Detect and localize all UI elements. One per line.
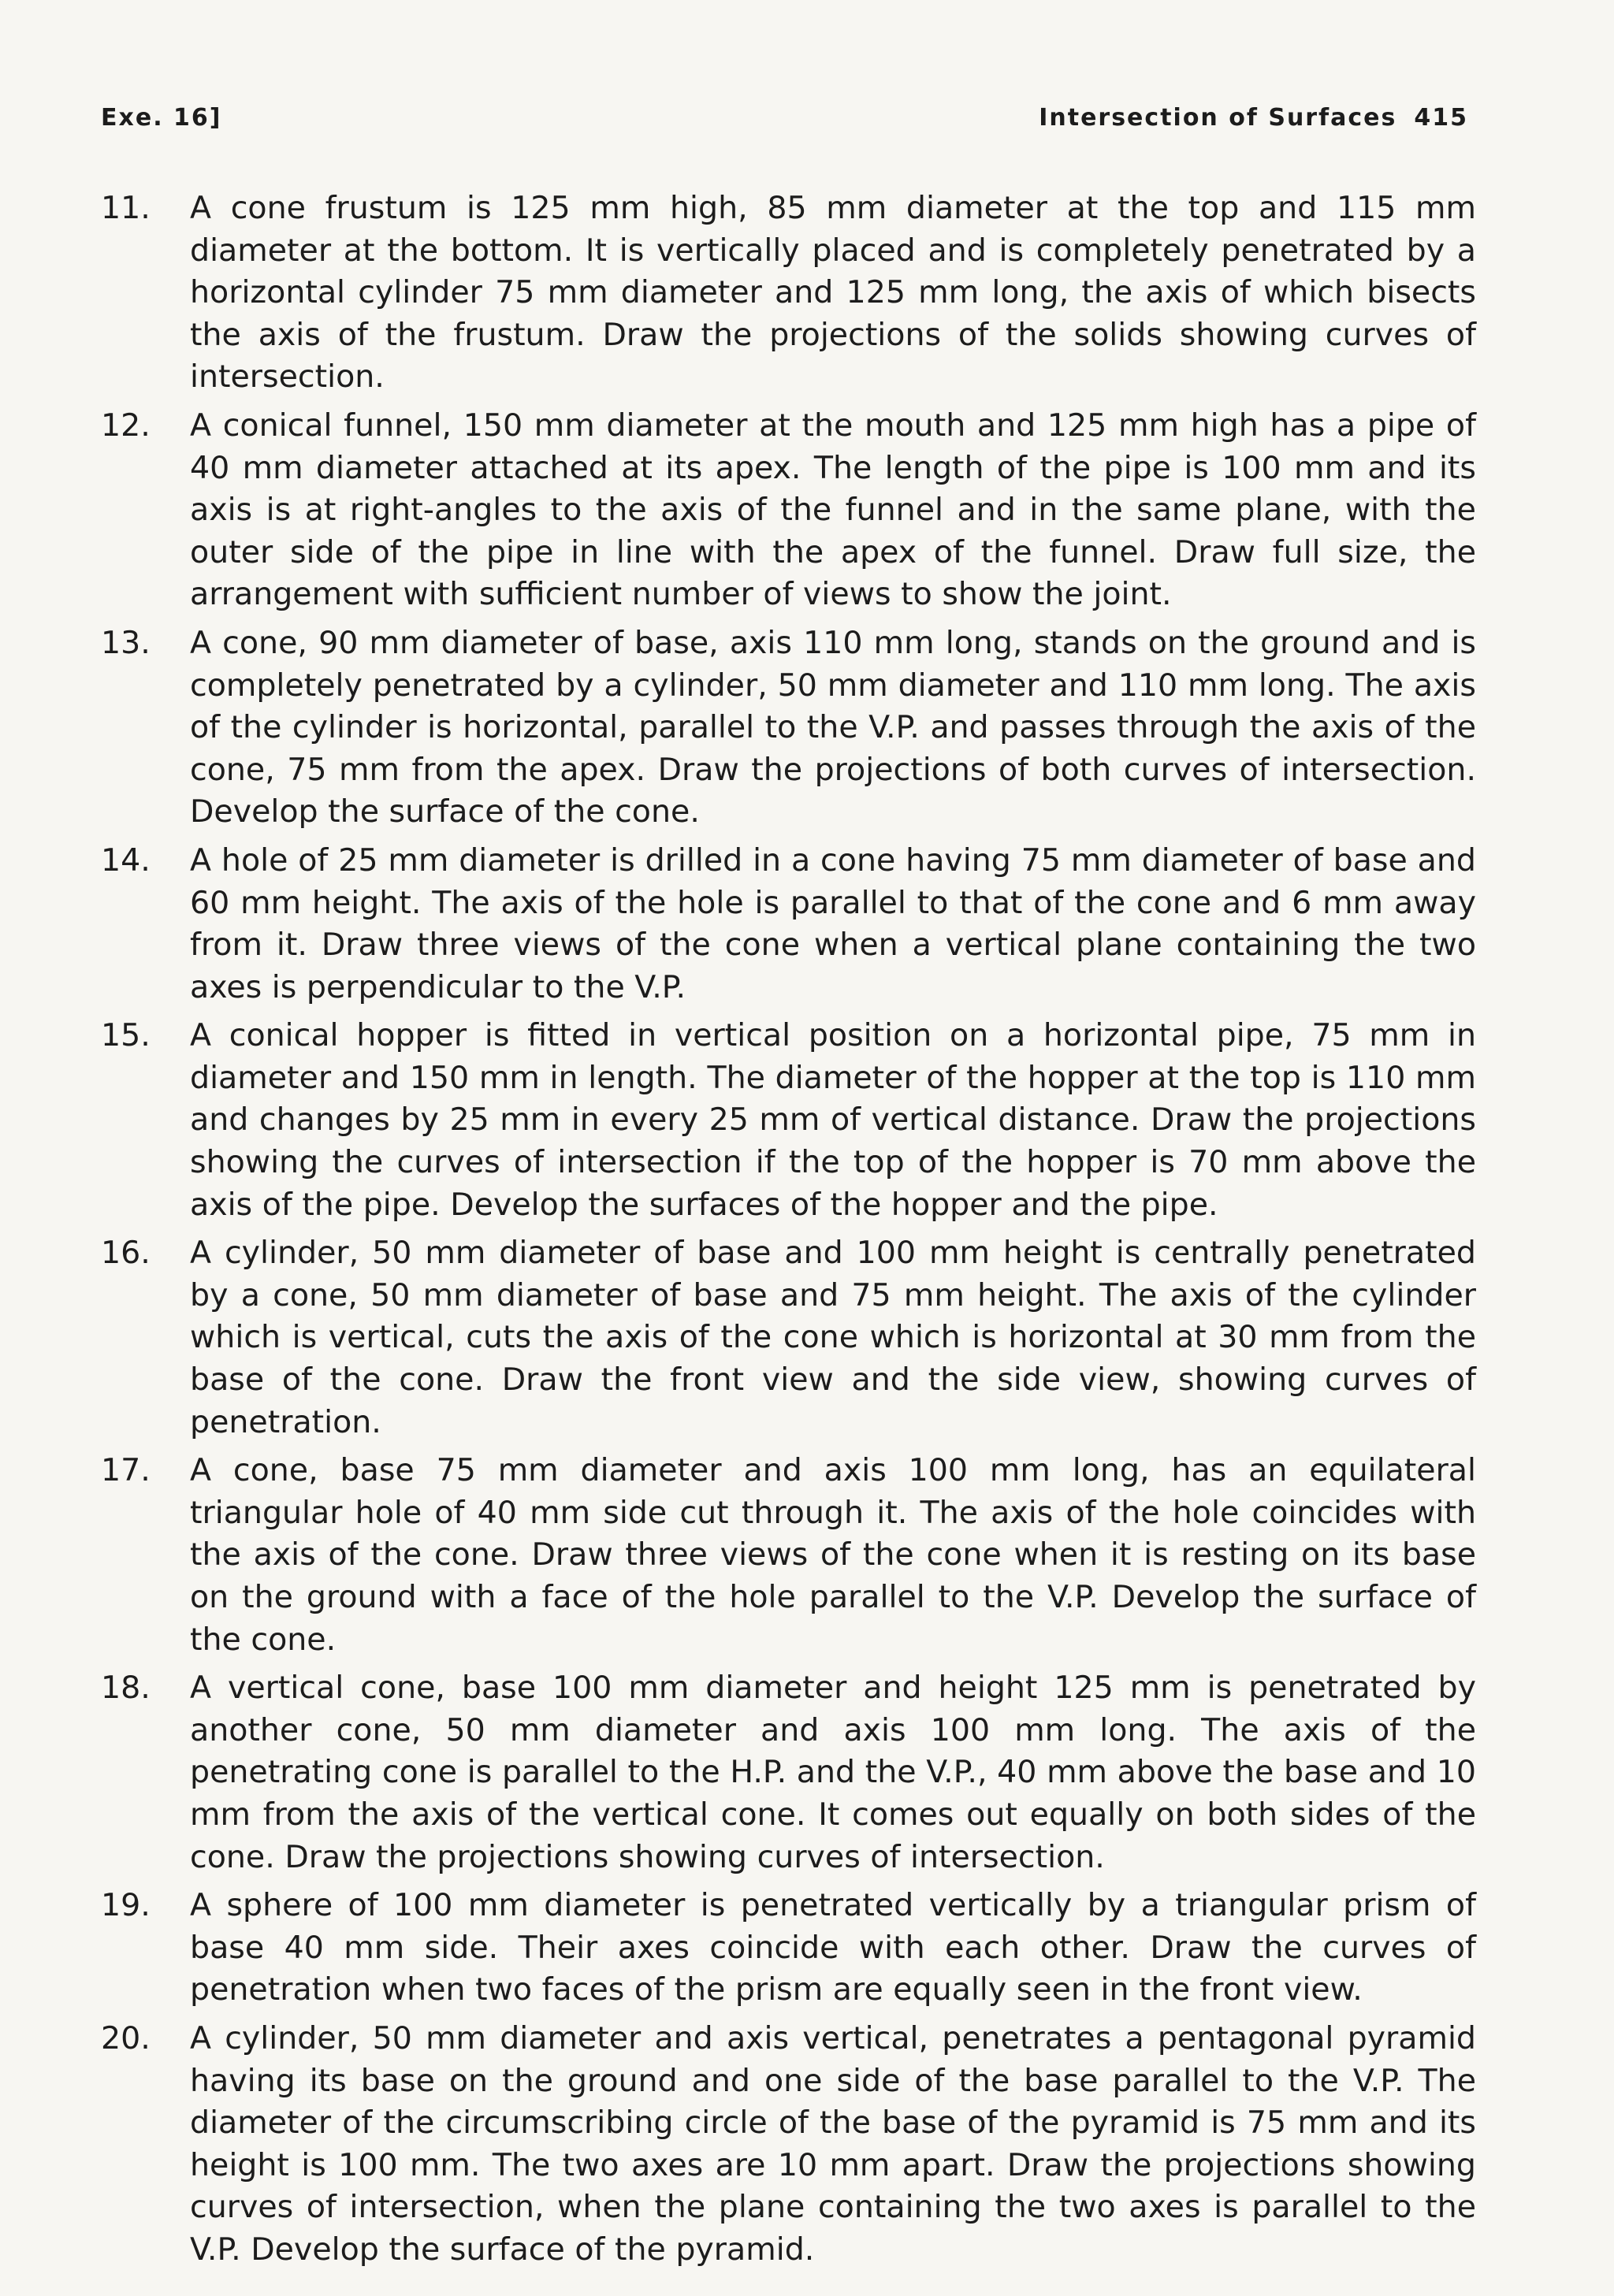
- exercise-number: 20.: [101, 2019, 151, 2056]
- exercise-text: A cylinder, 50 mm diameter and axis vertical, penetrates a pentagonal pyramid having its base on the ground and one side of the base parallel to the V.P. The diameter of the circumscribing circle of the base of the pyramid is 75 mm and its height is 100 mm. The two axes are 10 mm apart. Draw the projections showing curves of intersection, when the plane containing the two axes is parallel to the V.P. Develop the surface of the pyramid.: [190, 2019, 1476, 2268]
- exercise-text: A hole of 25 mm diameter is drilled in a cone having 75 mm diameter of base and 60 mm height. The axis of the hole is parallel to that of the cone and 6 mm away from it. Draw three views of the cone when a vertical plane containing the two axes is perpendicular to the V.P.: [190, 841, 1476, 1005]
- exercise-item: [101, 622, 1476, 834]
- exercise-text: A cone, base 75 mm diameter and axis 100 mm long, has an equilateral triangular hole of 40 mm side cut through it. The axis of the hole coincides with the axis of the cone. Draw three views of the cone when it is resting on its base on the ground with a face of the hole parallel to the V.P. Develop the surface of the cone.: [190, 1452, 1476, 1658]
- exercise-number: 19.: [101, 1887, 151, 1924]
- exercise-number: 18.: [101, 1670, 151, 1707]
- exercise-item: [101, 405, 1476, 616]
- exercise-item: [101, 1667, 1476, 1878]
- chapter-title: Intersection of Surfaces: [1039, 104, 1397, 132]
- running-head: [101, 104, 1468, 143]
- exercise-item: [101, 1450, 1476, 1661]
- exercise-text: A vertical cone, base 100 mm diameter and height 125 mm is penetrated by another cone, 50 mm diameter and axis 100 mm long. The axis of the penetrating cone is parallel to the H.P. and the V.P., 40 mm above the base and 10 mm from the axis of the vertical cone. It comes out equally on both sides of the cone. Draw the projections showing curves of intersection.: [190, 1670, 1476, 1875]
- exercise-list: [101, 188, 1476, 2278]
- exercise-item: [101, 840, 1476, 1009]
- exercise-text: A cylinder, 50 mm diameter of base and 100 mm height is centrally penetrated by a cone, 50 mm diameter of base and 75 mm height. The axis of the cylinder which is vertical, cuts the axis of the cone which is horizontal at 30 mm from the base of the cone. Draw the front view and the side view, showing curves of penetration.: [190, 1235, 1476, 1440]
- exercise-item: [101, 2018, 1476, 2272]
- exercise-text: A cone, 90 mm diameter of base, axis 110 mm long, stands on the ground and is completely penetrated by a cylinder, 50 mm diameter and 110 mm long. The axis of the cylinder is horizontal, parallel to the V.P. and passes through the axis of the cone, 75 mm from the apex. Draw the projections of both curves of intersection. Develop the surface of the cone.: [190, 624, 1476, 830]
- exercise-text: A sphere of 100 mm diameter is penetrated vertically by a triangular prism of base 40 mm side. Their axes coincide with each other. Draw the curves of penetration when two faces of the prism are equally seen in the front view.: [190, 1887, 1476, 2008]
- exercise-text: A conical hopper is fitted in vertical position on a horizontal pipe, 75 mm in diameter and 150 mm in length. The diameter of the hopper at the top is 110 mm and changes by 25 mm in every 25 mm of vertical distance. Draw the projections showing the curves of intersection if the top of the hopper is 70 mm above the axis of the pipe. Develop the surfaces of the hopper and the pipe.: [190, 1017, 1476, 1223]
- exercise-text: A cone frustum is 125 mm high, 85 mm diameter at the top and 115 mm diameter at the bottom. It is vertically placed and is completely penetrated by a horizontal cylinder 75 mm diameter and 125 mm long, the axis of which bisects the axis of the frustum. Draw the projections of the solids showing curves of intersection.: [190, 190, 1476, 396]
- exercise-number: 16.: [101, 1235, 151, 1272]
- exercise-number: 14.: [101, 841, 151, 879]
- exercise-number: 17.: [101, 1452, 151, 1489]
- exercise-reference: Exe. 16]: [101, 104, 222, 132]
- exercise-item: [101, 1015, 1476, 1226]
- exercise-number: 12.: [101, 407, 151, 444]
- exercise-number: 11.: [101, 190, 151, 226]
- page-number: 415: [1414, 104, 1468, 132]
- exercise-number: 13.: [101, 624, 151, 661]
- exercise-item: [101, 1232, 1476, 1443]
- exercise-number: 15.: [101, 1017, 151, 1054]
- exercise-text: A conical funnel, 150 mm diameter at the mouth and 125 mm high has a pipe of 40 mm diameter attached at its apex. The length of the pipe is 100 mm and its axis is at right-angles to the axis of the funnel and in the same plane, with the outer side of the pipe in line with the apex of the funnel. Draw full size, the arrangement with sufficient number of views to show the joint.: [190, 407, 1476, 613]
- chapter-title-and-page: [1021, 104, 1468, 132]
- exercise-item: [101, 188, 1476, 399]
- exercise-item: [101, 1885, 1476, 2012]
